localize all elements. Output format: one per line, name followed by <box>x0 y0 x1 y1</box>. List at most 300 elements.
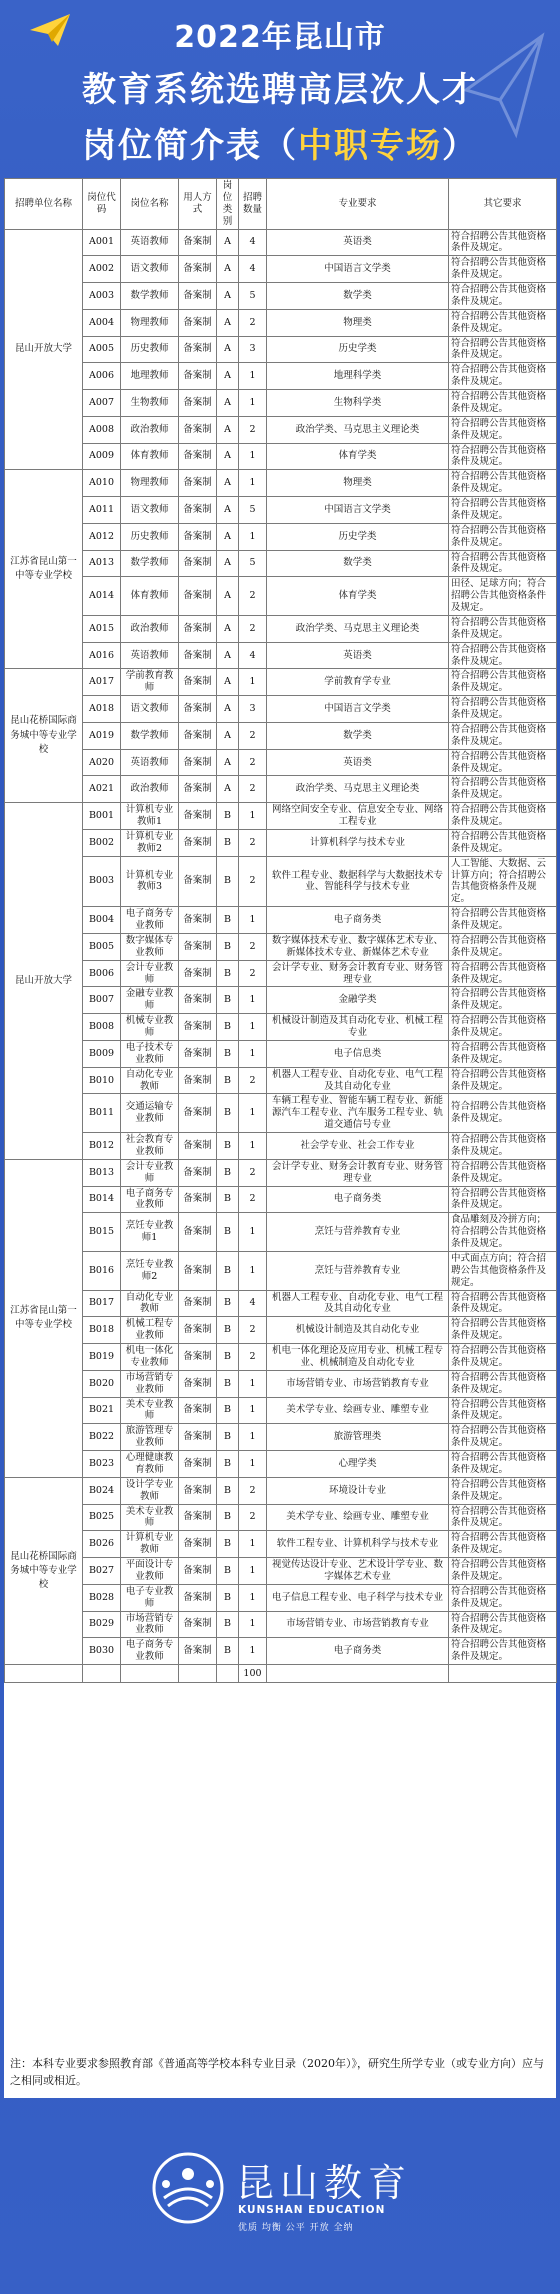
table-row <box>5 1133 557 1160</box>
major-cell: 历史学类 <box>267 523 449 550</box>
other-cell: 符合招聘公告其他资格条件及规定。 <box>449 497 557 524</box>
category-cell: A <box>217 363 239 390</box>
other-cell: 符合招聘公告其他资格条件及规定。 <box>449 933 557 960</box>
quantity-cell: 2 <box>239 1186 267 1213</box>
other-cell: 符合招聘公告其他资格条件及规定。 <box>449 1344 557 1371</box>
quantity-cell: 5 <box>239 497 267 524</box>
major-cell: 电子商务类 <box>267 1638 449 1665</box>
quantity-cell: 2 <box>239 1067 267 1094</box>
position-cell: 电子技术专业教师 <box>121 1040 179 1067</box>
method-cell: 备案制 <box>179 1451 217 1478</box>
table-row <box>5 749 557 776</box>
method-cell: 备案制 <box>179 722 217 749</box>
other-cell: 符合招聘公告其他资格条件及规定。 <box>449 336 557 363</box>
other-cell: 符合招聘公告其他资格条件及规定。 <box>449 1584 557 1611</box>
major-cell: 机械设计制造及其自动化专业 <box>267 1317 449 1344</box>
quantity-cell: 1 <box>239 1584 267 1611</box>
major-cell: 数学类 <box>267 722 449 749</box>
position-cell: 英语教师 <box>121 229 179 256</box>
method-cell: 备案制 <box>179 416 217 443</box>
logo-chinese-text: 昆山教育 <box>236 2161 413 2205</box>
code-cell: B015 <box>83 1213 121 1252</box>
major-cell: 会计学专业、财务会计教育专业、财务管理专业 <box>267 1159 449 1186</box>
unit-name-cell: 昆山花桥国际商务城中等专业学校 <box>5 1477 83 1664</box>
code-cell: A005 <box>83 336 121 363</box>
title-main: 教育系统选聘高层次人才 <box>82 70 478 110</box>
major-cell: 政治学类、马克思主义理论类 <box>267 776 449 803</box>
category-cell: A <box>217 443 239 470</box>
quantity-cell: 2 <box>239 416 267 443</box>
quantity-cell: 4 <box>239 642 267 669</box>
method-cell: 备案制 <box>179 577 217 616</box>
quantity-cell: 2 <box>239 749 267 776</box>
position-cell: 机械工程专业教师 <box>121 1317 179 1344</box>
unit-name-cell: 江苏省昆山第一中等专业学校 <box>5 470 83 669</box>
other-cell: 符合招聘公告其他资格条件及规定。 <box>449 987 557 1014</box>
position-cell: 体育教师 <box>121 443 179 470</box>
table-row <box>5 1477 557 1504</box>
major-cell: 英语类 <box>267 642 449 669</box>
quantity-cell: 2 <box>239 1477 267 1504</box>
code-cell: B011 <box>83 1094 121 1133</box>
logo-english-text: KUNSHAN EDUCATION <box>238 2204 386 2216</box>
unit-name-cell: 江苏省昆山第一中等专业学校 <box>5 1159 83 1477</box>
other-cell: 符合招聘公告其他资格条件及规定。 <box>449 1638 557 1665</box>
category-cell: B <box>217 1159 239 1186</box>
method-cell: 备案制 <box>179 669 217 696</box>
table-row <box>5 550 557 577</box>
other-cell: 符合招聘公告其他资格条件及规定。 <box>449 615 557 642</box>
position-cell: 数学教师 <box>121 283 179 310</box>
position-cell: 市场营销专业教师 <box>121 1611 179 1638</box>
position-cell: 交通运输专业教师 <box>121 1094 179 1133</box>
major-cell: 中国语言文学类 <box>267 256 449 283</box>
category-cell: B <box>217 1040 239 1067</box>
major-cell: 生物科学类 <box>267 390 449 417</box>
code-cell: A001 <box>83 229 121 256</box>
code-cell: B009 <box>83 1040 121 1067</box>
table-row <box>5 229 557 256</box>
other-cell: 符合招聘公告其他资格条件及规定。 <box>449 722 557 749</box>
major-cell: 学前教育学专业 <box>267 669 449 696</box>
quantity-cell: 3 <box>239 336 267 363</box>
position-cell: 心理健康教育教师 <box>121 1451 179 1478</box>
table-row <box>5 1014 557 1041</box>
position-cell: 物理教师 <box>121 309 179 336</box>
other-cell: 符合招聘公告其他资格条件及规定。 <box>449 1451 557 1478</box>
method-cell: 备案制 <box>179 615 217 642</box>
method-cell: 备案制 <box>179 829 217 856</box>
other-cell: 符合招聘公告其他资格条件及规定。 <box>449 1186 557 1213</box>
column-header: 其它要求 <box>449 179 557 230</box>
quantity-cell: 1 <box>239 1370 267 1397</box>
code-cell: B029 <box>83 1611 121 1638</box>
code-cell: A016 <box>83 642 121 669</box>
major-cell: 市场营销专业、市场营销教育专业 <box>267 1611 449 1638</box>
method-cell: 备案制 <box>179 1094 217 1133</box>
method-cell: 备案制 <box>179 933 217 960</box>
code-cell: B016 <box>83 1251 121 1290</box>
position-cell: 数学教师 <box>121 722 179 749</box>
code-cell: B005 <box>83 933 121 960</box>
method-cell: 备案制 <box>179 470 217 497</box>
quantity-cell: 1 <box>239 1213 267 1252</box>
other-cell: 符合招聘公告其他资格条件及规定。 <box>449 1531 557 1558</box>
table-row <box>5 497 557 524</box>
quantity-cell: 2 <box>239 1317 267 1344</box>
table-row <box>5 1397 557 1424</box>
quantity-cell: 2 <box>239 309 267 336</box>
kunshan-education-logo <box>150 2150 430 2240</box>
method-cell: 备案制 <box>179 1638 217 1665</box>
quantity-cell: 4 <box>239 229 267 256</box>
method-cell: 备案制 <box>179 1186 217 1213</box>
position-cell: 美术专业教师 <box>121 1397 179 1424</box>
table-row <box>5 1638 557 1665</box>
position-cell: 烹饪专业教师2 <box>121 1251 179 1290</box>
position-cell: 数字媒体专业教师 <box>121 933 179 960</box>
quantity-cell: 1 <box>239 523 267 550</box>
position-cell: 设计学专业教师 <box>121 1477 179 1504</box>
quantity-cell: 1 <box>239 987 267 1014</box>
category-cell: A <box>217 523 239 550</box>
position-cell: 物理教师 <box>121 470 179 497</box>
quantity-cell: 2 <box>239 1344 267 1371</box>
table-row <box>5 523 557 550</box>
position-cell: 机电一体化专业教师 <box>121 1344 179 1371</box>
major-cell: 软件工程专业、数据科学与大数据技术专业、智能科学与技术专业 <box>267 856 449 907</box>
position-cell: 平面设计专业教师 <box>121 1558 179 1585</box>
category-cell: A <box>217 615 239 642</box>
method-cell: 备案制 <box>179 696 217 723</box>
other-cell: 符合招聘公告其他资格条件及规定。 <box>449 443 557 470</box>
method-cell: 备案制 <box>179 1424 217 1451</box>
major-cell: 英语类 <box>267 229 449 256</box>
quantity-cell: 4 <box>239 256 267 283</box>
category-cell: B <box>217 1014 239 1041</box>
other-cell: 符合招聘公告其他资格条件及规定。 <box>449 1317 557 1344</box>
other-cell: 符合招聘公告其他资格条件及规定。 <box>449 1397 557 1424</box>
method-cell: 备案制 <box>179 907 217 934</box>
other-cell: 符合招聘公告其他资格条件及规定。 <box>449 523 557 550</box>
major-cell: 中国语言文学类 <box>267 497 449 524</box>
major-cell: 机器人工程专业、自动化专业、电气工程及其自动化专业 <box>267 1067 449 1094</box>
method-cell: 备案制 <box>179 363 217 390</box>
major-cell: 数学类 <box>267 283 449 310</box>
table-row <box>5 1251 557 1290</box>
category-cell: B <box>217 856 239 907</box>
table-row <box>5 856 557 907</box>
code-cell: A019 <box>83 722 121 749</box>
code-cell: B004 <box>83 907 121 934</box>
position-cell: 市场营销专业教师 <box>121 1370 179 1397</box>
code-cell: B008 <box>83 1014 121 1041</box>
major-cell: 电子信息工程专业、电子科学与技术专业 <box>267 1584 449 1611</box>
major-cell: 社会学专业、社会工作专业 <box>267 1133 449 1160</box>
category-cell: B <box>217 907 239 934</box>
major-cell: 物理类 <box>267 309 449 336</box>
category-cell: A <box>217 550 239 577</box>
other-cell: 符合招聘公告其他资格条件及规定。 <box>449 1477 557 1504</box>
major-cell: 市场营销专业、市场营销教育专业 <box>267 1370 449 1397</box>
major-cell: 视觉传达设计专业、艺术设计学专业、数字媒体艺术专业 <box>267 1558 449 1585</box>
major-cell: 电子商务类 <box>267 1186 449 1213</box>
code-cell: B006 <box>83 960 121 987</box>
quantity-cell: 1 <box>239 1638 267 1665</box>
position-cell: 政治教师 <box>121 615 179 642</box>
other-cell: 符合招聘公告其他资格条件及规定。 <box>449 642 557 669</box>
method-cell: 备案制 <box>179 309 217 336</box>
other-cell: 食品雕刻及冷拼方向；符合招聘公告其他资格条件及规定。 <box>449 1213 557 1252</box>
table-row <box>5 829 557 856</box>
other-cell: 符合招聘公告其他资格条件及规定。 <box>449 907 557 934</box>
quantity-cell: 3 <box>239 696 267 723</box>
quantity-cell: 2 <box>239 577 267 616</box>
method-cell: 备案制 <box>179 390 217 417</box>
other-cell: 符合招聘公告其他资格条件及规定。 <box>449 749 557 776</box>
category-cell: A <box>217 336 239 363</box>
code-cell: A009 <box>83 443 121 470</box>
category-cell: B <box>217 1397 239 1424</box>
column-header: 专业要求 <box>267 179 449 230</box>
major-cell: 机器人工程专业、自动化专业、电气工程及其自动化专业 <box>267 1290 449 1317</box>
unit-name-cell: 昆山花桥国际商务城中等专业学校 <box>5 669 83 803</box>
method-cell: 备案制 <box>179 642 217 669</box>
method-cell: 备案制 <box>179 1040 217 1067</box>
category-cell: B <box>217 987 239 1014</box>
code-cell: A014 <box>83 577 121 616</box>
position-cell: 历史教师 <box>121 336 179 363</box>
quantity-cell: 1 <box>239 803 267 830</box>
position-cell: 会计专业教师 <box>121 1159 179 1186</box>
code-cell: B003 <box>83 856 121 907</box>
total-row <box>5 1665 557 1683</box>
quantity-cell: 2 <box>239 960 267 987</box>
method-cell: 备案制 <box>179 1531 217 1558</box>
major-cell: 计算机科学与技术专业 <box>267 829 449 856</box>
position-cell: 自动化专业教师 <box>121 1290 179 1317</box>
table-row <box>5 987 557 1014</box>
code-cell: B027 <box>83 1558 121 1585</box>
code-cell: B018 <box>83 1317 121 1344</box>
other-cell: 符合招聘公告其他资格条件及规定。 <box>449 1290 557 1317</box>
other-cell: 中式面点方向；符合招聘公告其他资格条件及规定。 <box>449 1251 557 1290</box>
other-cell: 符合招聘公告其他资格条件及规定。 <box>449 229 557 256</box>
position-cell: 语文教师 <box>121 256 179 283</box>
table-row <box>5 577 557 616</box>
category-cell: A <box>217 642 239 669</box>
page-header <box>0 0 560 200</box>
category-cell: A <box>217 577 239 616</box>
other-cell: 符合招聘公告其他资格条件及规定。 <box>449 1558 557 1585</box>
code-cell: A007 <box>83 390 121 417</box>
column-header: 用人方式 <box>179 179 217 230</box>
category-cell: B <box>217 1424 239 1451</box>
position-cell: 计算机专业教师2 <box>121 829 179 856</box>
category-cell: B <box>217 829 239 856</box>
other-cell: 符合招聘公告其他资格条件及规定。 <box>449 669 557 696</box>
positions-table-panel <box>4 178 556 2052</box>
table-row <box>5 1186 557 1213</box>
quantity-cell: 2 <box>239 722 267 749</box>
method-cell: 备案制 <box>179 1477 217 1504</box>
other-cell: 符合招聘公告其他资格条件及规定。 <box>449 1370 557 1397</box>
position-cell: 社会教育专业教师 <box>121 1133 179 1160</box>
position-cell: 美术专业教师 <box>121 1504 179 1531</box>
category-cell: B <box>217 1317 239 1344</box>
total-quantity-cell: 100 <box>239 1665 267 1683</box>
other-cell: 符合招聘公告其他资格条件及规定。 <box>449 1133 557 1160</box>
major-cell: 电子信息类 <box>267 1040 449 1067</box>
method-cell: 备案制 <box>179 776 217 803</box>
code-cell: B002 <box>83 829 121 856</box>
table-row <box>5 1504 557 1531</box>
category-cell: B <box>217 1370 239 1397</box>
table-row <box>5 1290 557 1317</box>
quantity-cell: 1 <box>239 1424 267 1451</box>
code-cell: A018 <box>83 696 121 723</box>
position-cell: 英语教师 <box>121 749 179 776</box>
column-header: 岗位代码 <box>83 179 121 230</box>
method-cell: 备案制 <box>179 497 217 524</box>
table-row <box>5 1558 557 1585</box>
code-cell: B023 <box>83 1451 121 1478</box>
table-row <box>5 1159 557 1186</box>
major-cell: 电子商务类 <box>267 907 449 934</box>
table-row <box>5 1344 557 1371</box>
position-cell: 政治教师 <box>121 776 179 803</box>
quantity-cell: 1 <box>239 1558 267 1585</box>
empty-cell <box>267 1665 449 1683</box>
position-cell: 计算机专业教师3 <box>121 856 179 907</box>
quantity-cell: 1 <box>239 1251 267 1290</box>
code-cell: B021 <box>83 1397 121 1424</box>
other-cell: 符合招聘公告其他资格条件及规定。 <box>449 1040 557 1067</box>
column-header: 岗位类别 <box>217 179 239 230</box>
major-cell: 政治学类、马克思主义理论类 <box>267 615 449 642</box>
position-cell: 电子商务专业教师 <box>121 1638 179 1665</box>
category-cell: B <box>217 1477 239 1504</box>
quantity-cell: 4 <box>239 1290 267 1317</box>
major-cell: 机械设计制造及其自动化专业、机械工程专业 <box>267 1014 449 1041</box>
position-cell: 历史教师 <box>121 523 179 550</box>
category-cell: A <box>217 416 239 443</box>
other-cell: 符合招聘公告其他资格条件及规定。 <box>449 1094 557 1133</box>
quantity-cell: 1 <box>239 1133 267 1160</box>
code-cell: A013 <box>83 550 121 577</box>
major-cell: 软件工程专业、计算机科学与技术专业 <box>267 1531 449 1558</box>
other-cell: 符合招聘公告其他资格条件及规定。 <box>449 416 557 443</box>
table-row <box>5 416 557 443</box>
code-cell: A012 <box>83 523 121 550</box>
method-cell: 备案制 <box>179 1558 217 1585</box>
method-cell: 备案制 <box>179 1251 217 1290</box>
category-cell: A <box>217 497 239 524</box>
table-row <box>5 390 557 417</box>
position-cell: 旅游管理专业教师 <box>121 1424 179 1451</box>
unit-name-cell: 昆山开放大学 <box>5 803 83 1160</box>
major-cell: 英语类 <box>267 749 449 776</box>
method-cell: 备案制 <box>179 523 217 550</box>
positions-table <box>4 178 557 1683</box>
other-cell: 符合招聘公告其他资格条件及规定。 <box>449 1504 557 1531</box>
major-cell: 车辆工程专业、智能车辆工程专业、新能源汽车工程专业、汽车服务工程专业、轨道交通信号专业 <box>267 1094 449 1133</box>
position-cell: 学前教育教师 <box>121 669 179 696</box>
code-cell: B028 <box>83 1584 121 1611</box>
code-cell: B024 <box>83 1477 121 1504</box>
code-cell: A002 <box>83 256 121 283</box>
other-cell: 符合招聘公告其他资格条件及规定。 <box>449 776 557 803</box>
logo-slogan: 优质 均衡 公平 开放 全纳 <box>238 2223 354 2233</box>
category-cell: A <box>217 283 239 310</box>
position-cell: 英语教师 <box>121 642 179 669</box>
category-cell: B <box>217 1186 239 1213</box>
category-cell: B <box>217 1133 239 1160</box>
table-row <box>5 615 557 642</box>
title-year: 2022年昆山市 <box>174 20 386 55</box>
method-cell: 备案制 <box>179 960 217 987</box>
table-row <box>5 1067 557 1094</box>
quantity-cell: 2 <box>239 1159 267 1186</box>
position-cell: 体育教师 <box>121 577 179 616</box>
other-cell: 符合招聘公告其他资格条件及规定。 <box>449 1067 557 1094</box>
column-header: 岗位名称 <box>121 179 179 230</box>
category-cell: B <box>217 1213 239 1252</box>
category-cell: B <box>217 1067 239 1094</box>
other-cell: 符合招聘公告其他资格条件及规定。 <box>449 1159 557 1186</box>
table-row <box>5 722 557 749</box>
code-cell: B010 <box>83 1067 121 1094</box>
method-cell: 备案制 <box>179 1014 217 1041</box>
quantity-cell: 2 <box>239 615 267 642</box>
code-cell: A015 <box>83 615 121 642</box>
table-row <box>5 1611 557 1638</box>
method-cell: 备案制 <box>179 1290 217 1317</box>
other-cell: 符合招聘公告其他资格条件及规定。 <box>449 390 557 417</box>
quantity-cell: 1 <box>239 1397 267 1424</box>
method-cell: 备案制 <box>179 803 217 830</box>
category-cell: B <box>217 803 239 830</box>
table-header-row <box>5 179 557 230</box>
quantity-cell: 2 <box>239 776 267 803</box>
method-cell: 备案制 <box>179 1611 217 1638</box>
table-row <box>5 470 557 497</box>
table-row <box>5 443 557 470</box>
code-cell: B019 <box>83 1344 121 1371</box>
quantity-cell: 5 <box>239 283 267 310</box>
category-cell: A <box>217 776 239 803</box>
table-row <box>5 907 557 934</box>
table-row <box>5 1424 557 1451</box>
major-cell: 数字媒体技术专业、数字媒体艺术专业、新媒体技术专业、新媒体艺术专业 <box>267 933 449 960</box>
major-cell: 美术学专业、绘画专业、雕塑专业 <box>267 1504 449 1531</box>
position-cell: 生物教师 <box>121 390 179 417</box>
position-cell: 烹饪专业教师1 <box>121 1213 179 1252</box>
code-cell: B007 <box>83 987 121 1014</box>
code-cell: B030 <box>83 1638 121 1665</box>
quantity-cell: 2 <box>239 933 267 960</box>
other-cell: 符合招聘公告其他资格条件及规定。 <box>449 283 557 310</box>
quantity-cell: 1 <box>239 1611 267 1638</box>
quantity-cell: 1 <box>239 1040 267 1067</box>
method-cell: 备案制 <box>179 256 217 283</box>
method-cell: 备案制 <box>179 550 217 577</box>
table-row <box>5 1213 557 1252</box>
position-cell: 地理教师 <box>121 363 179 390</box>
code-cell: B017 <box>83 1290 121 1317</box>
logo-emblem-icon <box>150 2150 226 2226</box>
empty-cell <box>449 1665 557 1683</box>
